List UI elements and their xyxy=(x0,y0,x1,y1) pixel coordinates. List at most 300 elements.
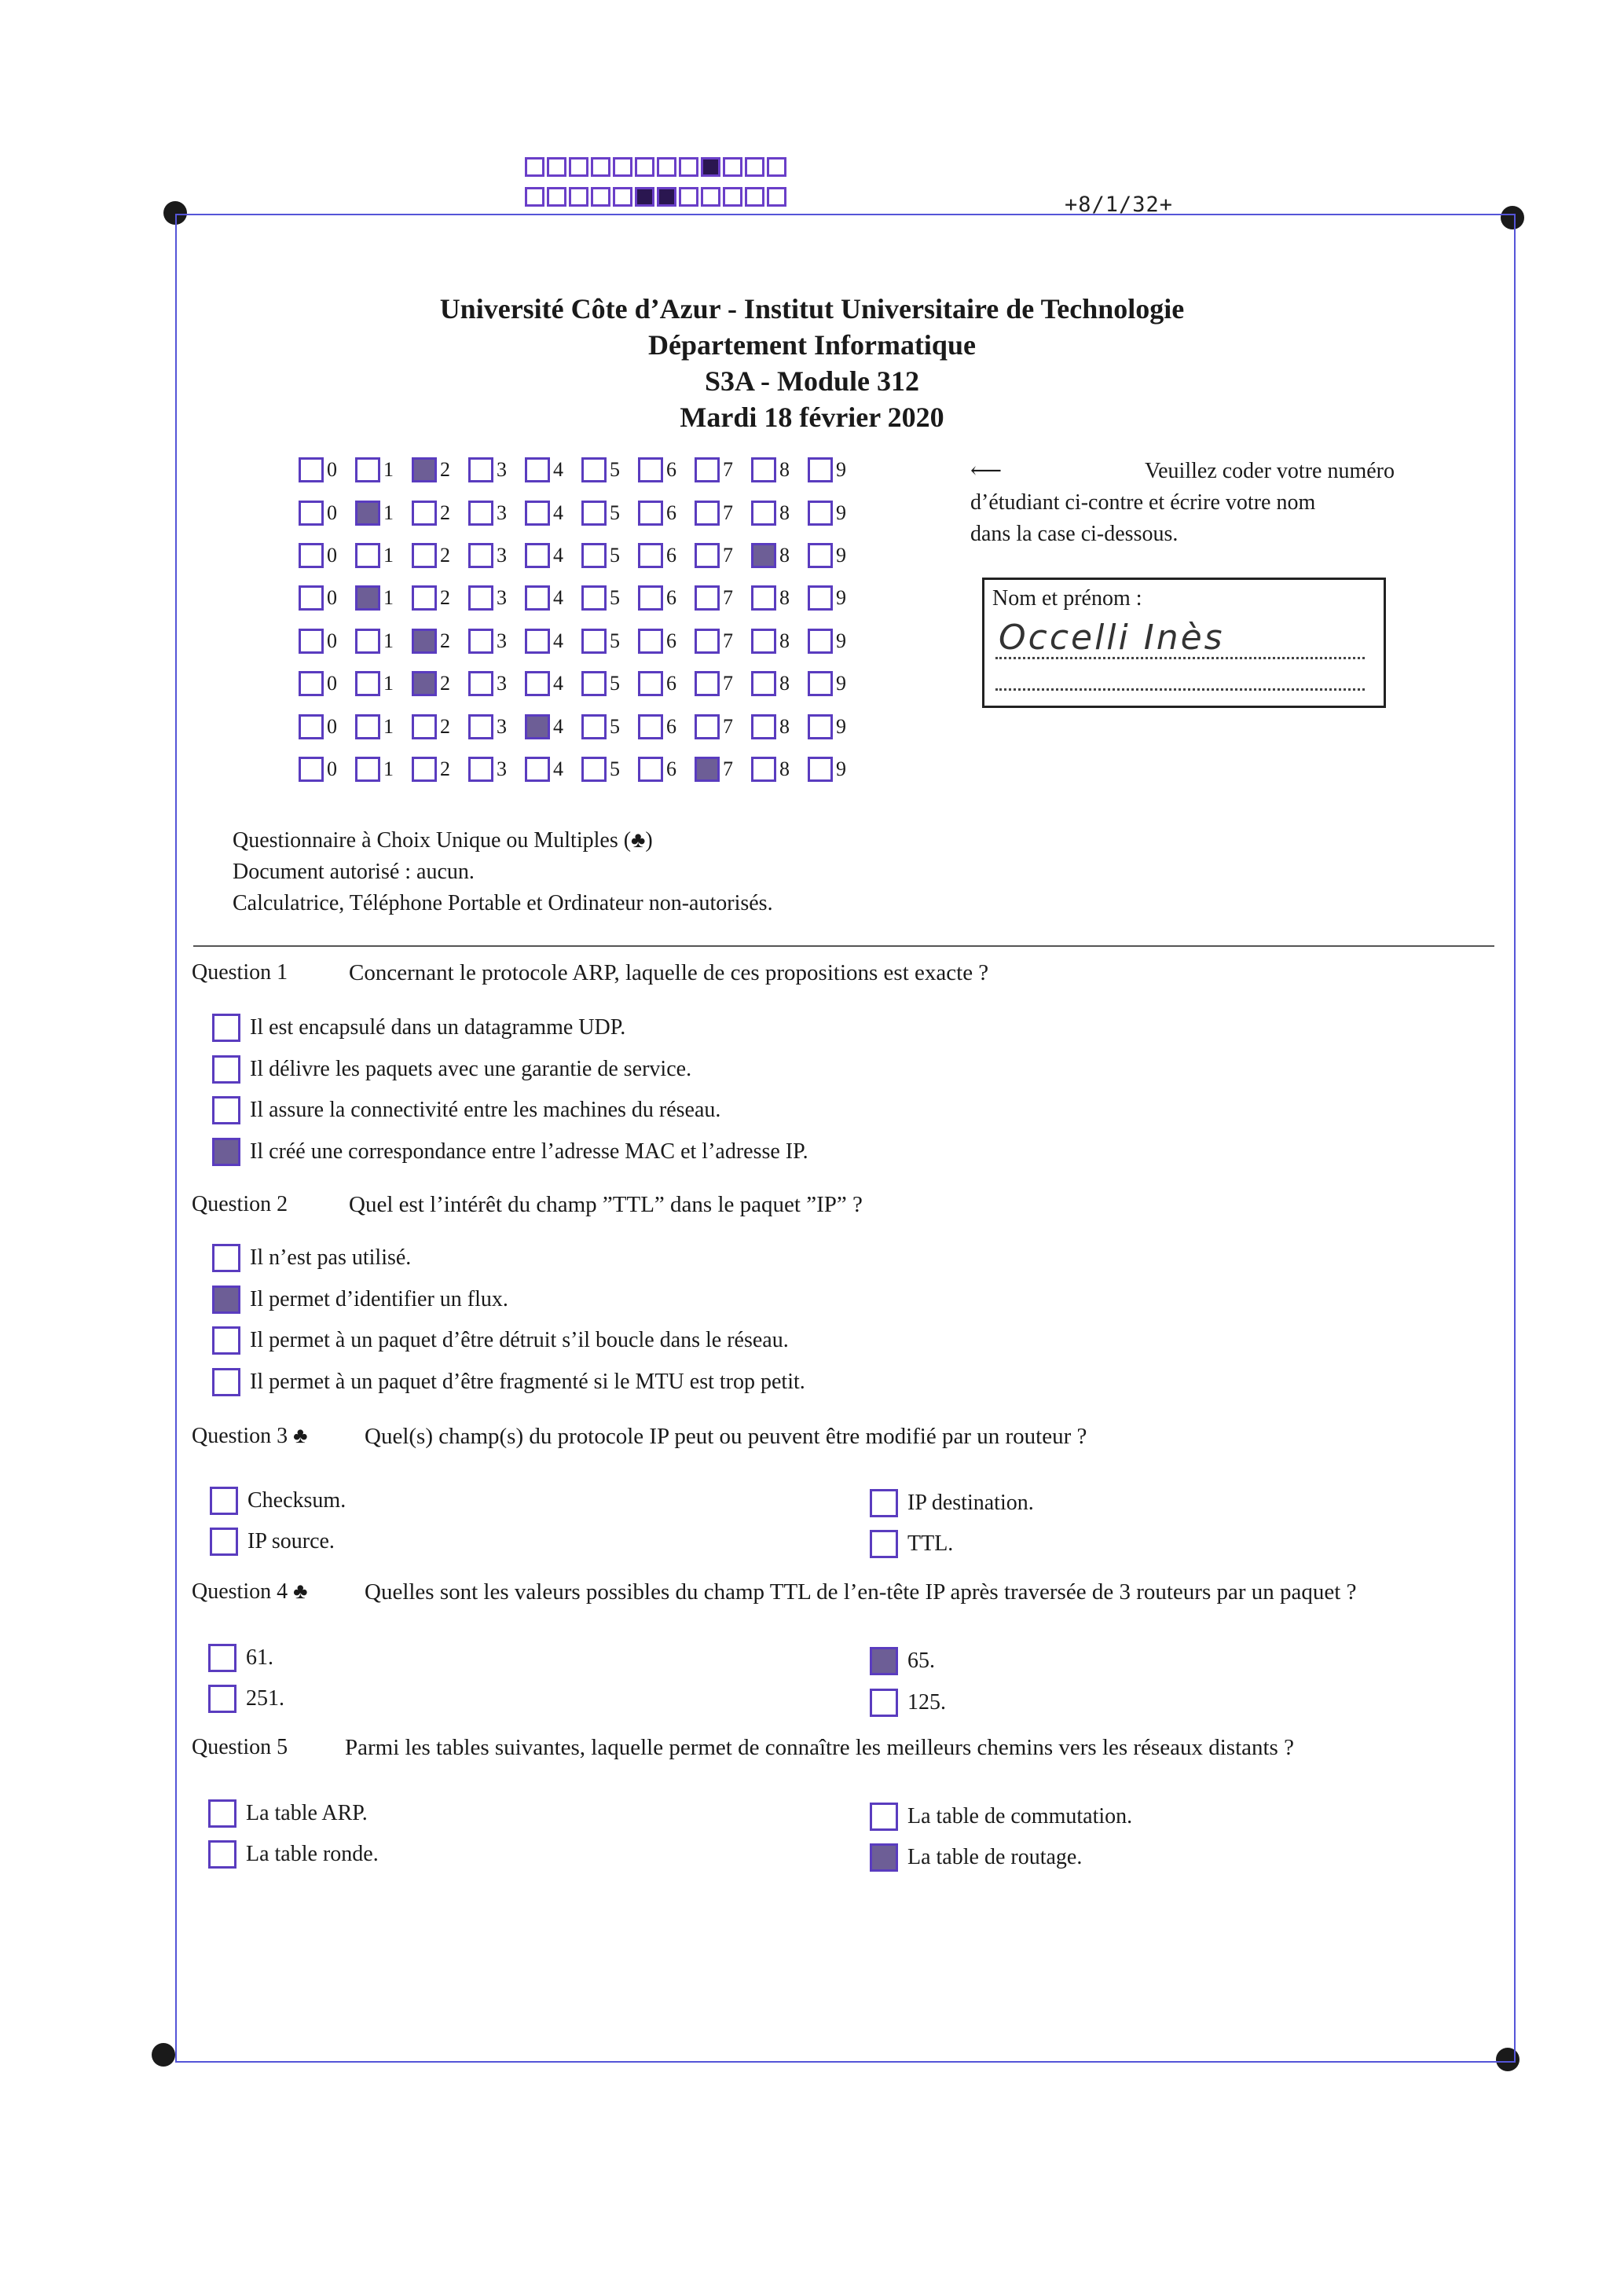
student-id-cell[interactable] xyxy=(808,671,864,696)
question-2-option[interactable] xyxy=(212,1286,508,1314)
student-id-cell[interactable] xyxy=(468,457,525,482)
student-id-cell[interactable] xyxy=(468,757,525,782)
digit-checkbox[interactable] xyxy=(412,457,437,482)
digit-label: 0 xyxy=(327,757,337,780)
student-id-row-1 xyxy=(299,457,864,482)
question-4-option[interactable] xyxy=(208,1685,284,1713)
digit-label: 1 xyxy=(383,629,394,652)
answer-text: 251. xyxy=(246,1686,284,1711)
student-id-cell[interactable] xyxy=(695,671,751,696)
student-id-cell[interactable] xyxy=(808,543,864,568)
digit-label: 4 xyxy=(553,458,563,481)
question-5-text: Parmi les tables suivantes, laquelle permet de connaître les meilleurs chemins vers les réseaux distants ? xyxy=(345,1735,1294,1760)
answer-text: IP destination. xyxy=(907,1491,1034,1515)
question-1-option[interactable] xyxy=(212,1055,691,1084)
student-id-cell[interactable] xyxy=(695,714,751,739)
header-university: Université Côte d’Azur - Institut Universitaire de Technologie xyxy=(439,293,1185,325)
page-code-strip-top xyxy=(525,157,786,177)
digit-checkbox[interactable] xyxy=(525,757,550,782)
digit-checkbox[interactable] xyxy=(638,585,663,611)
digit-checkbox[interactable] xyxy=(299,501,324,526)
digit-checkbox[interactable] xyxy=(468,714,493,739)
student-id-row-8 xyxy=(299,757,864,782)
answer-checkbox[interactable] xyxy=(870,1803,898,1831)
question-2-label: Question 2 xyxy=(192,1192,288,1216)
digit-label: 7 xyxy=(723,629,733,652)
digit-checkbox[interactable] xyxy=(525,629,550,654)
digit-label: 2 xyxy=(440,672,450,695)
digit-checkbox[interactable] xyxy=(355,585,380,611)
question-3-text: Quel(s) champ(s) du protocole IP peut ou peuvent être modifié par un routeur ? xyxy=(365,1424,1087,1449)
name-box-dots-2 xyxy=(995,688,1365,691)
student-id-cell[interactable] xyxy=(355,501,412,526)
digit-label: 6 xyxy=(666,544,676,567)
answer-checkbox[interactable] xyxy=(870,1843,898,1872)
digit-checkbox[interactable] xyxy=(638,457,663,482)
section-divider xyxy=(193,945,1494,947)
digit-label: 0 xyxy=(327,501,337,524)
name-box-label: Nom et prénom : xyxy=(992,586,1142,611)
digit-label: 9 xyxy=(836,715,846,738)
student-id-cell[interactable] xyxy=(355,543,412,568)
digit-label: 2 xyxy=(440,757,450,780)
digit-label: 4 xyxy=(553,757,563,780)
notes-line-1: Questionnaire à Choix Unique ou Multiples (♣) xyxy=(233,828,653,853)
digit-checkbox[interactable] xyxy=(412,714,437,739)
name-box[interactable] xyxy=(982,578,1386,708)
digit-label: 5 xyxy=(610,672,620,695)
digit-checkbox[interactable] xyxy=(581,543,607,568)
digit-checkbox[interactable] xyxy=(468,457,493,482)
digit-checkbox[interactable] xyxy=(355,543,380,568)
answer-checkbox[interactable] xyxy=(212,1055,240,1084)
digit-checkbox[interactable] xyxy=(299,585,324,611)
answer-checkbox[interactable] xyxy=(212,1096,240,1124)
digit-label: 7 xyxy=(723,458,733,481)
answer-checkbox[interactable] xyxy=(208,1685,236,1713)
instructions-line-1: Veuillez coder votre numéro xyxy=(1145,459,1395,483)
digit-checkbox[interactable] xyxy=(299,714,324,739)
digit-label: 4 xyxy=(553,629,563,652)
digit-checkbox[interactable] xyxy=(412,543,437,568)
digit-checkbox[interactable] xyxy=(581,501,607,526)
digit-checkbox[interactable] xyxy=(468,501,493,526)
student-id-row-7 xyxy=(299,714,864,739)
student-id-cell[interactable] xyxy=(299,714,355,739)
digit-label: 1 xyxy=(383,544,394,567)
digit-checkbox[interactable] xyxy=(581,714,607,739)
question-2-option[interactable] xyxy=(212,1326,789,1355)
student-id-cell[interactable] xyxy=(525,714,581,739)
answer-checkbox[interactable] xyxy=(210,1528,238,1556)
digit-label: 8 xyxy=(779,629,790,652)
answer-text: Il créé une correspondance entre l’adresse MAC et l’adresse IP. xyxy=(250,1139,808,1164)
answer-text: 65. xyxy=(907,1649,935,1673)
student-id-cell[interactable] xyxy=(412,671,468,696)
answer-checkbox[interactable] xyxy=(212,1326,240,1355)
digit-label: 0 xyxy=(327,672,337,695)
question-4-option[interactable] xyxy=(870,1689,946,1717)
question-1-option[interactable] xyxy=(212,1138,808,1166)
digit-label: 6 xyxy=(666,501,676,524)
question-1-label: Question 1 xyxy=(192,960,288,985)
student-id-cell[interactable] xyxy=(412,501,468,526)
student-id-cell[interactable] xyxy=(412,714,468,739)
digit-label: 7 xyxy=(723,672,733,695)
digit-checkbox[interactable] xyxy=(808,629,833,654)
student-id-cell[interactable] xyxy=(468,501,525,526)
digit-label: 2 xyxy=(440,544,450,567)
digit-checkbox[interactable] xyxy=(751,629,776,654)
digit-label: 5 xyxy=(610,501,620,524)
student-id-cell[interactable] xyxy=(412,757,468,782)
digit-checkbox[interactable] xyxy=(638,714,663,739)
digit-label: 1 xyxy=(383,672,394,695)
digit-checkbox[interactable] xyxy=(581,629,607,654)
student-id-cell[interactable] xyxy=(412,543,468,568)
digit-checkbox[interactable] xyxy=(581,671,607,696)
digit-checkbox[interactable] xyxy=(751,457,776,482)
answer-checkbox[interactable] xyxy=(208,1799,236,1828)
student-id-cell[interactable] xyxy=(468,714,525,739)
digit-label: 4 xyxy=(553,501,563,524)
answer-text: Checksum. xyxy=(247,1488,346,1513)
answer-checkbox[interactable] xyxy=(212,1138,240,1166)
question-3-option[interactable] xyxy=(870,1530,953,1558)
digit-checkbox[interactable] xyxy=(751,585,776,611)
answer-text: 125. xyxy=(907,1690,946,1715)
digit-checkbox[interactable] xyxy=(412,501,437,526)
digit-checkbox[interactable] xyxy=(468,629,493,654)
digit-label: 7 xyxy=(723,501,733,524)
student-id-cell[interactable] xyxy=(751,543,808,568)
digit-checkbox[interactable] xyxy=(638,671,663,696)
student-id-cell[interactable] xyxy=(638,585,695,611)
answer-checkbox[interactable] xyxy=(212,1368,240,1396)
question-5-option[interactable] xyxy=(208,1799,368,1828)
question-3-option[interactable] xyxy=(210,1487,346,1515)
digit-checkbox[interactable] xyxy=(638,629,663,654)
digit-label: 0 xyxy=(327,715,337,738)
question-5-label: Question 5 xyxy=(192,1735,288,1759)
digit-checkbox[interactable] xyxy=(808,757,833,782)
question-1-text: Concernant le protocole ARP, laquelle de ces propositions est exacte ? xyxy=(349,960,989,985)
student-id-cell[interactable] xyxy=(525,585,581,611)
question-2-option[interactable] xyxy=(212,1368,805,1396)
digit-label: 3 xyxy=(497,715,507,738)
student-id-cell[interactable] xyxy=(581,501,638,526)
question-5-option[interactable] xyxy=(870,1843,1082,1872)
student-id-cell[interactable] xyxy=(751,757,808,782)
student-id-cell[interactable] xyxy=(299,629,355,654)
registration-mark-bottom-left xyxy=(152,2043,175,2067)
answer-checkbox[interactable] xyxy=(870,1489,898,1517)
digit-label: 7 xyxy=(723,715,733,738)
digit-checkbox[interactable] xyxy=(751,714,776,739)
digit-label: 2 xyxy=(440,629,450,652)
digit-label: 0 xyxy=(327,458,337,481)
student-id-cell[interactable] xyxy=(299,757,355,782)
digit-checkbox[interactable] xyxy=(751,501,776,526)
student-id-cell[interactable] xyxy=(525,671,581,696)
student-id-cell[interactable] xyxy=(299,501,355,526)
student-id-cell[interactable] xyxy=(695,585,751,611)
digit-label: 3 xyxy=(497,586,507,609)
digit-label: 0 xyxy=(327,586,337,609)
digit-checkbox[interactable] xyxy=(695,629,720,654)
digit-checkbox[interactable] xyxy=(581,585,607,611)
answer-checkbox[interactable] xyxy=(212,1014,240,1042)
student-id-cell[interactable] xyxy=(355,629,412,654)
student-id-cell[interactable] xyxy=(581,757,638,782)
question-4-option[interactable] xyxy=(870,1647,935,1675)
student-id-cell[interactable] xyxy=(581,585,638,611)
digit-checkbox[interactable] xyxy=(299,543,324,568)
answer-text: Il délivre les paquets avec une garantie de service. xyxy=(250,1057,692,1081)
digit-checkbox[interactable] xyxy=(525,543,550,568)
student-id-cell[interactable] xyxy=(808,457,864,482)
student-id-cell[interactable] xyxy=(581,671,638,696)
digit-checkbox[interactable] xyxy=(525,585,550,611)
digit-checkbox[interactable] xyxy=(638,757,663,782)
student-id-cell[interactable] xyxy=(299,585,355,611)
digit-checkbox[interactable] xyxy=(808,585,833,611)
digit-label: 5 xyxy=(610,715,620,738)
digit-label: 7 xyxy=(723,757,733,780)
student-id-cell[interactable] xyxy=(808,501,864,526)
student-id-cell[interactable] xyxy=(468,543,525,568)
answer-checkbox[interactable] xyxy=(870,1689,898,1717)
student-id-cell[interactable] xyxy=(581,629,638,654)
digit-label: 7 xyxy=(723,544,733,567)
student-id-cell[interactable] xyxy=(695,543,751,568)
answer-text: IP source. xyxy=(247,1529,335,1553)
question-4-option[interactable] xyxy=(208,1644,273,1672)
header-date: Mardi 18 février 2020 xyxy=(680,402,944,433)
digit-label: 9 xyxy=(836,458,846,481)
digit-label: 1 xyxy=(383,757,394,780)
answer-text: Il permet à un paquet d’être détruit s’il boucle dans le réseau. xyxy=(250,1328,789,1352)
question-3-option[interactable] xyxy=(210,1528,335,1556)
student-id-cell[interactable] xyxy=(355,714,412,739)
student-id-cell[interactable] xyxy=(751,629,808,654)
student-id-cell[interactable] xyxy=(581,543,638,568)
digit-label: 8 xyxy=(779,757,790,780)
student-id-cell[interactable] xyxy=(808,629,864,654)
digit-checkbox[interactable] xyxy=(355,671,380,696)
digit-checkbox[interactable] xyxy=(808,671,833,696)
digit-label: 4 xyxy=(553,586,563,609)
answer-text: 61. xyxy=(246,1645,273,1670)
id-instructions xyxy=(970,456,1395,550)
digit-checkbox[interactable] xyxy=(468,671,493,696)
digit-checkbox[interactable] xyxy=(695,671,720,696)
student-id-cell[interactable] xyxy=(525,757,581,782)
student-id-cell[interactable] xyxy=(808,714,864,739)
student-id-cell[interactable] xyxy=(751,714,808,739)
student-id-cell[interactable] xyxy=(581,714,638,739)
digit-label: 9 xyxy=(836,544,846,567)
digit-checkbox[interactable] xyxy=(808,543,833,568)
student-id-cell[interactable] xyxy=(638,757,695,782)
digit-label: 1 xyxy=(383,715,394,738)
digit-label: 8 xyxy=(779,672,790,695)
digit-label: 8 xyxy=(779,586,790,609)
digit-checkbox[interactable] xyxy=(695,585,720,611)
digit-label: 5 xyxy=(610,458,620,481)
student-id-cell[interactable] xyxy=(638,457,695,482)
digit-checkbox[interactable] xyxy=(695,757,720,782)
digit-label: 9 xyxy=(836,586,846,609)
digit-label: 6 xyxy=(666,757,676,780)
digit-checkbox[interactable] xyxy=(525,671,550,696)
answer-text: La table ARP. xyxy=(246,1801,368,1825)
answer-checkbox[interactable] xyxy=(208,1840,236,1869)
digit-checkbox[interactable] xyxy=(695,543,720,568)
digit-checkbox[interactable] xyxy=(412,757,437,782)
exam-notes xyxy=(233,825,773,919)
digit-checkbox[interactable] xyxy=(355,757,380,782)
digit-label: 6 xyxy=(666,715,676,738)
digit-checkbox[interactable] xyxy=(355,714,380,739)
student-id-cell[interactable] xyxy=(695,501,751,526)
digit-checkbox[interactable] xyxy=(355,457,380,482)
digit-checkbox[interactable] xyxy=(412,629,437,654)
student-id-row-5 xyxy=(299,629,864,654)
student-id-row-3 xyxy=(299,543,864,568)
digit-checkbox[interactable] xyxy=(525,501,550,526)
digit-checkbox[interactable] xyxy=(581,757,607,782)
digit-checkbox[interactable] xyxy=(299,457,324,482)
question-1-option[interactable] xyxy=(212,1014,625,1042)
student-id-cell[interactable] xyxy=(412,585,468,611)
notes-line-3: Calculatrice, Téléphone Portable et Ordinateur non-autorisés. xyxy=(233,891,773,915)
student-id-cell[interactable] xyxy=(468,585,525,611)
student-id-cell[interactable] xyxy=(695,629,751,654)
student-id-cell[interactable] xyxy=(581,457,638,482)
digit-label: 6 xyxy=(666,672,676,695)
digit-checkbox[interactable] xyxy=(751,671,776,696)
student-id-cell[interactable] xyxy=(751,501,808,526)
digit-label: 3 xyxy=(497,672,507,695)
digit-checkbox[interactable] xyxy=(808,457,833,482)
digit-checkbox[interactable] xyxy=(808,501,833,526)
question-2-option[interactable] xyxy=(212,1244,411,1272)
student-id-cell[interactable] xyxy=(299,671,355,696)
notes-line-2: Document autorisé : aucun. xyxy=(233,860,475,884)
student-id-cell[interactable] xyxy=(299,543,355,568)
student-id-cell[interactable] xyxy=(299,457,355,482)
digit-label: 3 xyxy=(497,501,507,524)
digit-label: 9 xyxy=(836,757,846,780)
digit-checkbox[interactable] xyxy=(355,629,380,654)
digit-label: 0 xyxy=(327,629,337,652)
answer-checkbox[interactable] xyxy=(210,1487,238,1515)
student-id-cell[interactable] xyxy=(638,714,695,739)
student-id-cell[interactable] xyxy=(412,629,468,654)
digit-checkbox[interactable] xyxy=(355,501,380,526)
student-id-cell[interactable] xyxy=(808,757,864,782)
digit-checkbox[interactable] xyxy=(468,757,493,782)
digit-checkbox[interactable] xyxy=(299,757,324,782)
student-id-cell[interactable] xyxy=(525,501,581,526)
student-id-cell[interactable] xyxy=(638,671,695,696)
student-id-cell[interactable] xyxy=(468,671,525,696)
digit-checkbox[interactable] xyxy=(299,629,324,654)
digit-checkbox[interactable] xyxy=(808,714,833,739)
digit-label: 8 xyxy=(779,458,790,481)
digit-label: 4 xyxy=(553,715,563,738)
student-id-cell[interactable] xyxy=(638,629,695,654)
digit-checkbox[interactable] xyxy=(412,585,437,611)
student-id-cell[interactable] xyxy=(638,543,695,568)
question-1-option[interactable] xyxy=(212,1096,720,1124)
digit-checkbox[interactable] xyxy=(525,457,550,482)
student-id-cell[interactable] xyxy=(695,457,751,482)
student-id-cell[interactable] xyxy=(412,457,468,482)
answer-checkbox[interactable] xyxy=(212,1244,240,1272)
digit-checkbox[interactable] xyxy=(695,501,720,526)
answer-checkbox[interactable] xyxy=(208,1644,236,1672)
digit-checkbox[interactable] xyxy=(638,501,663,526)
student-id-cell[interactable] xyxy=(525,629,581,654)
student-id-cell[interactable] xyxy=(468,629,525,654)
digit-checkbox[interactable] xyxy=(412,671,437,696)
student-id-cell[interactable] xyxy=(355,671,412,696)
student-id-cell[interactable] xyxy=(751,585,808,611)
digit-checkbox[interactable] xyxy=(695,714,720,739)
student-id-cell[interactable] xyxy=(751,671,808,696)
student-id-cell[interactable] xyxy=(355,757,412,782)
instructions-line-2: d’étudiant ci-contre et écrire votre nom xyxy=(970,490,1316,515)
digit-checkbox[interactable] xyxy=(299,671,324,696)
student-id-cell[interactable] xyxy=(525,457,581,482)
answer-text: Il est encapsulé dans un datagramme UDP. xyxy=(250,1015,626,1040)
digit-label: 6 xyxy=(666,629,676,652)
answer-checkbox[interactable] xyxy=(870,1530,898,1558)
digit-checkbox[interactable] xyxy=(468,585,493,611)
digit-checkbox[interactable] xyxy=(638,543,663,568)
answer-text: Il n’est pas utilisé. xyxy=(250,1245,412,1270)
digit-checkbox[interactable] xyxy=(468,543,493,568)
student-id-row-6 xyxy=(299,671,864,696)
digit-checkbox[interactable] xyxy=(751,543,776,568)
digit-checkbox[interactable] xyxy=(695,457,720,482)
student-id-cell[interactable] xyxy=(355,457,412,482)
student-id-cell[interactable] xyxy=(695,757,751,782)
question-3-option[interactable] xyxy=(870,1489,1034,1517)
digit-label: 2 xyxy=(440,715,450,738)
student-id-cell[interactable] xyxy=(355,585,412,611)
student-id-cell[interactable] xyxy=(638,501,695,526)
digit-label: 3 xyxy=(497,629,507,652)
answer-checkbox[interactable] xyxy=(870,1647,898,1675)
digit-label: 5 xyxy=(610,544,620,567)
answer-checkbox[interactable] xyxy=(212,1286,240,1314)
question-4-text: Quelles sont les valeurs possibles du champ TTL de l’en-tête IP après traversée de 3 routeurs par un paquet ? xyxy=(365,1579,1357,1605)
student-id-cell[interactable] xyxy=(751,457,808,482)
digit-checkbox[interactable] xyxy=(751,757,776,782)
answer-text: Il permet à un paquet d’être fragmenté si le MTU est trop petit. xyxy=(250,1370,805,1394)
digit-checkbox[interactable] xyxy=(581,457,607,482)
arrow-left-icon: ⟵ xyxy=(970,459,1003,483)
digit-label: 2 xyxy=(440,458,450,481)
question-5-option[interactable] xyxy=(208,1840,379,1869)
question-5-option[interactable] xyxy=(870,1803,1132,1831)
student-id-cell[interactable] xyxy=(525,543,581,568)
student-id-cell[interactable] xyxy=(808,585,864,611)
digit-checkbox[interactable] xyxy=(525,714,550,739)
